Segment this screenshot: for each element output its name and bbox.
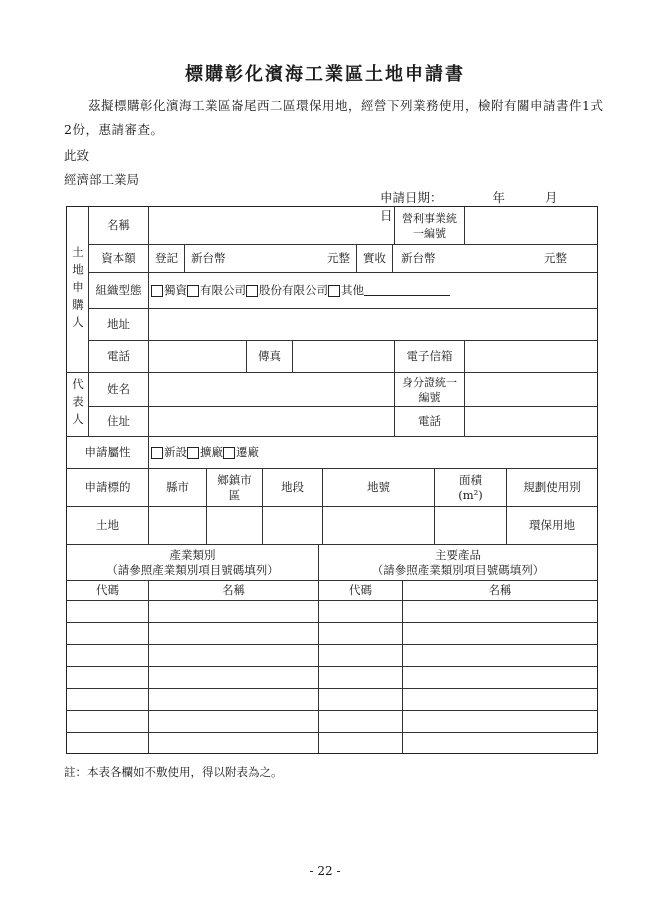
rep-residence-field[interactable] [149,407,395,437]
industry-code-cell[interactable] [67,645,149,667]
industry-code-cell[interactable] [67,711,149,733]
org-type-label: 組織型態 [89,273,149,309]
township-field[interactable] [207,507,263,545]
county-field[interactable] [149,507,207,545]
applicant-name-label: 名稱 [89,207,149,245]
org-sole-checkbox[interactable] [151,285,163,297]
industry-category-label: 產業類別 [169,547,216,562]
industry-category-header [67,545,319,581]
page-number: - 22 - [309,864,341,878]
date-day: 日 [380,208,393,223]
salutation-block [64,146,139,190]
registered-capital-field[interactable] [185,245,357,273]
area-field[interactable] [435,507,507,545]
org-type-options [149,273,597,309]
email-field[interactable] [465,341,597,373]
product-code-cell[interactable] [319,623,403,645]
fax-field[interactable] [293,341,395,373]
main-product-note: （請參照產業類別項目號碼填列） [371,562,545,577]
unit-registered: 元整 [327,251,350,265]
industry-name-cell[interactable] [149,601,319,623]
industry-code-cell[interactable] [67,689,149,711]
product-name-cell[interactable] [403,667,597,689]
unit-paidin: 元整 [544,251,567,265]
industry-code-cell[interactable] [67,667,149,689]
recipient: 經濟部工業局 [64,172,140,187]
county-label: 縣市 [149,469,207,507]
attr-relocate-label: 遷廠 [236,445,259,459]
business-id-field[interactable] [465,207,597,245]
registered-label: 登記 [149,245,185,273]
industry-name-cell[interactable] [149,645,319,667]
attr-expand-label: 擴廠 [200,445,223,459]
area-unit: (m²) [458,487,483,502]
date-month: 月 [544,190,558,205]
product-code-cell[interactable] [319,667,403,689]
org-other-checkbox[interactable] [328,285,340,297]
salutation: 此致 [64,148,90,163]
rep-id-field[interactable] [465,373,597,407]
address-field[interactable] [149,309,597,341]
product-name-header: 名稱 [403,581,597,601]
rep-id-label: 身分證統一編號 [395,373,465,407]
product-name-cell[interactable] [403,601,597,623]
industry-name-cell[interactable] [149,733,319,753]
product-name-cell[interactable] [403,689,597,711]
attribute-options [149,437,597,469]
capital-label: 資本額 [89,245,149,273]
planned-use-label: 規劃使用別 [507,469,597,507]
rep-phone-field[interactable] [465,407,597,437]
address-label: 地址 [89,309,149,341]
attr-expand-checkbox[interactable] [187,447,199,459]
industry-code-header: 代碼 [67,581,149,601]
applicant-group-label: 土地申購人 [67,207,89,373]
page-title: 標購彰化濱海工業區土地申請書 [185,64,465,85]
footnote: 註：本表各欄如不敷使用，得以附表為之。 [64,765,283,779]
area-label: 面積 [459,472,482,487]
section-label: 地段 [263,469,323,507]
industry-category-note: （請參照產業類別項目號碼填列） [106,562,279,577]
org-sole-label: 獨資 [164,283,187,297]
org-other-label: 其他 [341,283,364,297]
product-name-cell[interactable] [403,623,597,645]
intro-paragraph: 茲擬標購彰化濱海工業區崙尾西二區環保用地，經營下列業務使用，檢附有關申請書件1式2份，惠請審查。 [64,98,604,137]
org-limited-checkbox[interactable] [187,285,199,297]
land-label: 土地 [67,507,149,545]
attr-relocate-checkbox[interactable] [223,447,235,459]
application-form [66,206,598,754]
product-name-cell[interactable] [403,711,597,733]
phone-label: 電話 [89,341,149,373]
lot-label: 地號 [323,469,435,507]
rep-name-label: 姓名 [89,373,149,407]
rep-name-field[interactable] [149,373,395,407]
product-name-cell[interactable] [403,733,597,753]
planned-use-value: 環保用地 [507,507,597,545]
attr-new-label: 新設 [164,445,187,459]
org-corp-checkbox[interactable] [246,285,258,297]
lot-field[interactable] [323,507,435,545]
industry-name-cell[interactable] [149,689,319,711]
attr-new-checkbox[interactable] [151,447,163,459]
target-label: 申請標的 [67,469,149,507]
industry-name-cell[interactable] [149,623,319,645]
rep-residence-label: 住址 [89,407,149,437]
product-code-header: 代碼 [319,581,403,601]
applicant-name-field[interactable] [149,207,395,245]
currency-paidin: 新台幣 [401,251,436,265]
industry-name-header: 名稱 [149,581,319,601]
industry-code-cell[interactable] [67,623,149,645]
business-id-label: 營利事業統一編號 [395,207,465,245]
product-code-cell[interactable] [319,711,403,733]
currency-registered: 新台幣 [191,251,226,265]
attribute-label: 申請屬性 [67,437,149,469]
phone-field[interactable] [149,341,247,373]
industry-code-cell[interactable] [67,601,149,623]
industry-code-cell[interactable] [67,733,149,753]
fax-label: 傳真 [247,341,293,373]
area-header [435,469,507,507]
paidin-label: 實收 [357,245,393,273]
main-product-label: 主要產品 [435,547,481,562]
product-code-cell[interactable] [319,601,403,623]
org-corp-label: 股份有限公司 [259,283,328,297]
product-name-cell[interactable] [403,645,597,667]
paidin-capital-field[interactable] [393,245,597,273]
township-label: 鄉鎮市區 [207,469,263,507]
date-label: 申請日期： [380,190,443,205]
industry-name-cell[interactable] [149,711,319,733]
rep-phone-label: 電話 [395,407,465,437]
section-field[interactable] [263,507,323,545]
product-code-cell[interactable] [319,733,403,753]
product-code-cell[interactable] [319,645,403,667]
org-limited-label: 有限公司 [200,283,246,297]
representative-group-label: 代表人 [67,373,89,437]
date-year: 年 [492,190,505,205]
email-label: 電子信箱 [395,341,465,373]
main-product-header [319,545,597,581]
org-other-field[interactable] [364,285,450,296]
industry-name-cell[interactable] [149,667,319,689]
product-code-cell[interactable] [319,689,403,711]
